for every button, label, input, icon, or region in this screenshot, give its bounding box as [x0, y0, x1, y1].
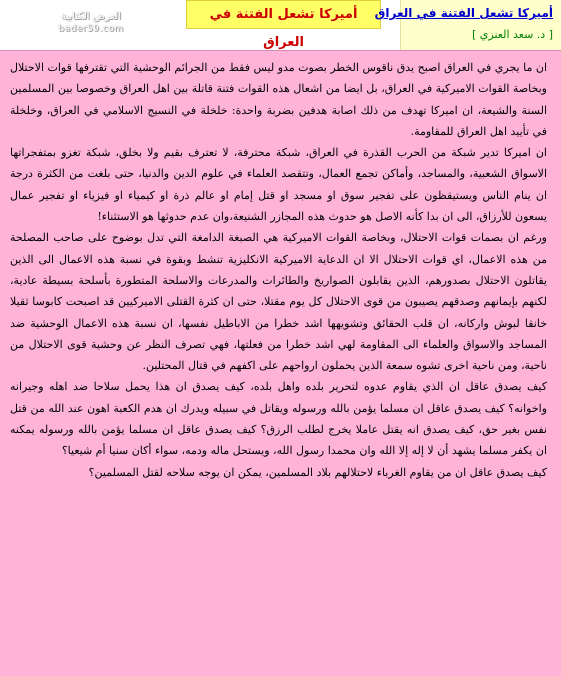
- watermark-name: العرض الكتابية: [60, 11, 121, 22]
- header: [0, 0, 561, 50]
- article-paragraph-2: ان اميركا تدير شبكة من الحرب القذرة في العراق، شبكة محترفة، لا تعترف بقيم ولا بخلق، شبكة تغزو بمتفجراتها الاسواق الشعبية، والمساجد، وأماكن تجمع العمال، وتتقصد العلماء في علوم الدين والدنيا، حتى بلغت من الكثرة درجة ان ينام الناس ويستيقظون على تفجير سوق او مسجد او قتل إمام او عالم ذرة او كيمياء او فيزياء او تفجير عمال يسعون للأرزاق، الى ان بدا كأنه الاصل هو حدوث هذه المجازر الشنيعة،وان عدم حدوثها هو الاستثناء!: [10, 146, 547, 224]
- article-paragraph-4: كيف يصدق عاقل ان الذي يقاوم عدوه لتحرير بلده واهل بلده، كيف يصدق ان هذا يحمل سلاحا ضد اهله وجيرانه واخوانه؟ كيف يصدق عاقل ان مسلما يؤمن بالله ورسوله ويقاتل في سبيله ويدرك ان هدم الكعبة اهون عند الله من قتل نفس بغير حق، كيف يصدق انه يقتل عاملا يخرج لطلب الرزق؟ كيف يصدق عاقل ان مسلما يؤمن بالله ورسوله يمكنه ان يكفر مسلما يشهد أن لا إله إلا الله وان محمدا رسول الله، ويستحل ماله ودمه، سواء أكان سنيا أم شيعيا؟: [10, 380, 547, 458]
- watermark-site: bader59.com: [58, 24, 124, 34]
- article-paragraph-1: ان ما يجري في العراق اصبح يدق ناقوس الخطر بصوت مدو ليس فقط من الجرائم الوحشية التي تقترفها قوات الاحتلال وبخاصة القوات الاميركية في العراق، بل ايضا من اشعال هذه القوات فتنة قاتلة بين اهل العراق وخصوصا بين المسلمين السنة والشيعة، ان اميركا تهدف من ذلك اصابة هدفين بضربة واحدة: خلخلة في النسيج الاسلامي في العراق، وخلخلة في تأييد اهل العراق للمقاومة.: [10, 61, 547, 138]
- article-title-box: [374, 0, 561, 50]
- article-body: [0, 50, 561, 676]
- article-paragraph-3: ورغم ان بصمات قوات الاحتلال، وبخاصة القوات الاميركية هي الصبغة الدامغة التي تدل بوضوح على صاحب المصلحة من هذه الاعمال، اي قوات الاحتلال الا ان الدعاية الاميركية الانكليزية تنشط وبقوة في نسبة هذه الاعمال الى الذين يقاتلون الاحتلال بصدورهم، الذين يقابلون الصواريخ والطائرات والمدرعات والاسلحة المتطورة بأسلحة بسيطة عادية، لكنهم بإيمانهم وصدقهم يصيبون من قوى الاحتلال كل يوم مقتلا، حتى ان كثرة القتلى الاميركيين قد اصبحت كابوسا ثقيلا خانقا لبوش واركانه، ان قلب الحقائق وتشويهها اشد خطرا من الاباطيل نفسها، ان نسبة هذه الاعمال الوحشية ضد المساجد والاسواق والعلماء الى المقاومة لهي اشد خطرا من فعلتها، فهي تصرف النظر عن وحشية قوى الاحتلال من ناحية، ومن ناحية اخرى تشوه سمعة الذين يحملون ارواحهم على اكفهم في قتال المحتلين.: [10, 231, 547, 373]
- article-title-banner: أميركا تشعل الفتنة في العراق: [186, 0, 381, 29]
- article-paragraph-5: كيف يصدق عاقل ان من يقاوم الغرباء لاحتلالهم بلاد المسلمين، يمكن ان يوجه سلاحه لقتل المسلمين؟: [88, 465, 547, 479]
- article-author: [ د. سعد العنزي ]: [472, 28, 553, 41]
- article-title-link[interactable]: أميركا تشعل الفتنة في العراق: [374, 6, 553, 20]
- site-watermark: [36, 11, 146, 35]
